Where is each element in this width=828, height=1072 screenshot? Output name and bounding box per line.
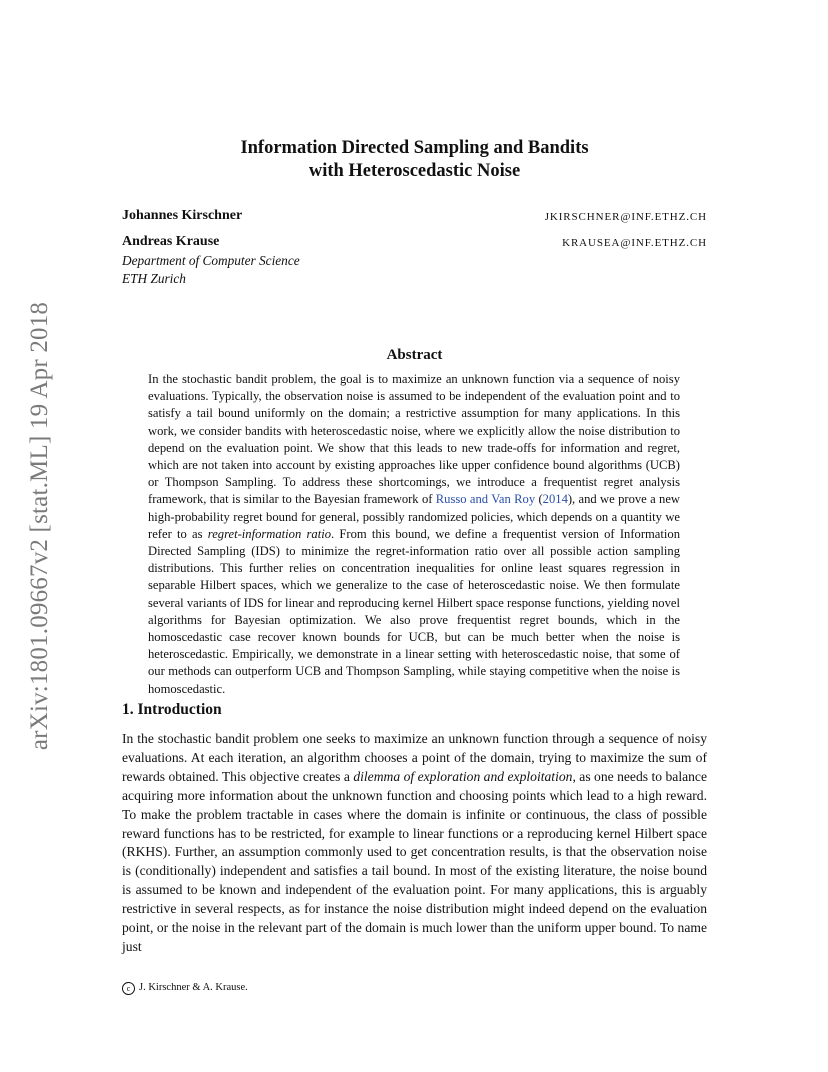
affiliation-institution: ETH Zurich xyxy=(122,271,186,286)
author-name-1: Johannes Kirschner xyxy=(122,208,243,223)
abstract-emphasis: regret-information ratio xyxy=(207,526,332,541)
section-heading-introduction: 1. Introduction xyxy=(122,701,222,718)
abstract-text-2: ), and we prove a new high-probability regret bound for general, possibly randomized policies, which depends on a quantity we refer to as xyxy=(148,492,681,541)
arxiv-sidebar xyxy=(20,280,60,772)
introduction-body xyxy=(122,730,707,957)
paper-title xyxy=(122,137,707,183)
abstract-text-1: In the stochastic bandit problem, the goal is to maximize an unknown function via a sequence of noisy evaluations. Typically, the observation noise is assumed to be independent of the evaluation point and to satisfy a tail bound uniformly on the domain; a restrictive assumption for many applications. In this work, we consider bandits with heteroscedastic noise, where we explicitly allow the noise distribution to depend on the evaluation point. We show that this leads to new trade-offs for information and regret, which are not taken into account by existing approaches like upper confidence bound algorithms (UCB) or Thompson Sampling. To address these shortcomings, we introduce a frequentist regret analysis framework, that is similar to the Bayesian framework of xyxy=(148,372,680,507)
abstract-text-3: . From this bound, we define a frequentist version of Information Directed Sampling (IDS) to minimize the regret-information ratio over all possible action sampling distributions. This further relies on concentration inequalities for online least squares regression in separable Hilbert spaces, which we generalize to the case of heteroscedastic noise. We then formulate several variants of IDS for linear and reproducing kernel Hilbert space response functions, yielding novel algorithms for Bayesian optimization. We also prove frequentist regret bounds, which in the homoscedastic case recover known bounds for UCB, but can be much better when the noise is heteroscedastic. Empirically, we demonstrate in a linear setting with heteroscedastic noise, that some of our methods can outperform UCB and Thompson Sampling, while staying competitive when the noise is homoscedastic. xyxy=(148,526,680,696)
title-line-2: with Heteroscedastic Noise xyxy=(308,161,521,181)
citation-paren: ( xyxy=(535,492,543,507)
author-email-1: JKIRSCHNER@INF.ETHZ.CH xyxy=(544,211,707,223)
author-email-2: KRAUSEA@INF.ETHZ.CH xyxy=(562,237,707,249)
citation-year-link[interactable]: 2014 xyxy=(542,492,568,507)
copyright-text: J. Kirschner & A. Krause. xyxy=(139,982,248,993)
copyright-footer xyxy=(122,982,248,995)
copyright-icon: c xyxy=(122,982,135,995)
author-name-2: Andreas Krause xyxy=(122,234,220,249)
abstract-body xyxy=(148,371,680,698)
abstract-heading: Abstract xyxy=(386,347,443,363)
citation-authors-link[interactable]: Russo and Van Roy xyxy=(435,492,536,507)
title-line-1: Information Directed Sampling and Bandits xyxy=(240,138,589,158)
intro-text-2: , as one needs to balance acquiring more information about the unknown function and choosing points which lead to a high reward. To make the problem tractable in cases where the domain is infinite or continuous, the class of possible reward functions has to be restricted, for example to linear functions or a reproducing kernel Hilbert space (RKHS). Further, an assumption commonly used to get concentration results, is that the observation noise is (conditionally) independent and satisfies a tail bound. In most of the existing literature, the noise bound is assumed to be known and independent of the evaluation point. For many applications, this is arguably restrictive in several respects, as for instance the noise distribution might indeed depend on the evaluation point, or the noise in the relevant part of the domain is much lower than the uniform upper bound. To name just xyxy=(122,768,707,954)
arxiv-identifier: arXiv:1801.09667v2 [stat.ML] 19 Apr 2018 xyxy=(26,301,53,751)
intro-emphasis: dilemma of exploration and exploitation xyxy=(353,768,573,784)
intro-text-1: In the stochastic bandit problem one seeks to maximize an unknown function through a sequence of noisy evaluations. At each iteration, an algorithm chooses a point of the domain, trying to maximize the sum of rewards obtained. This objective creates a xyxy=(122,731,707,784)
affiliation-department: Department of Computer Science xyxy=(122,253,300,268)
